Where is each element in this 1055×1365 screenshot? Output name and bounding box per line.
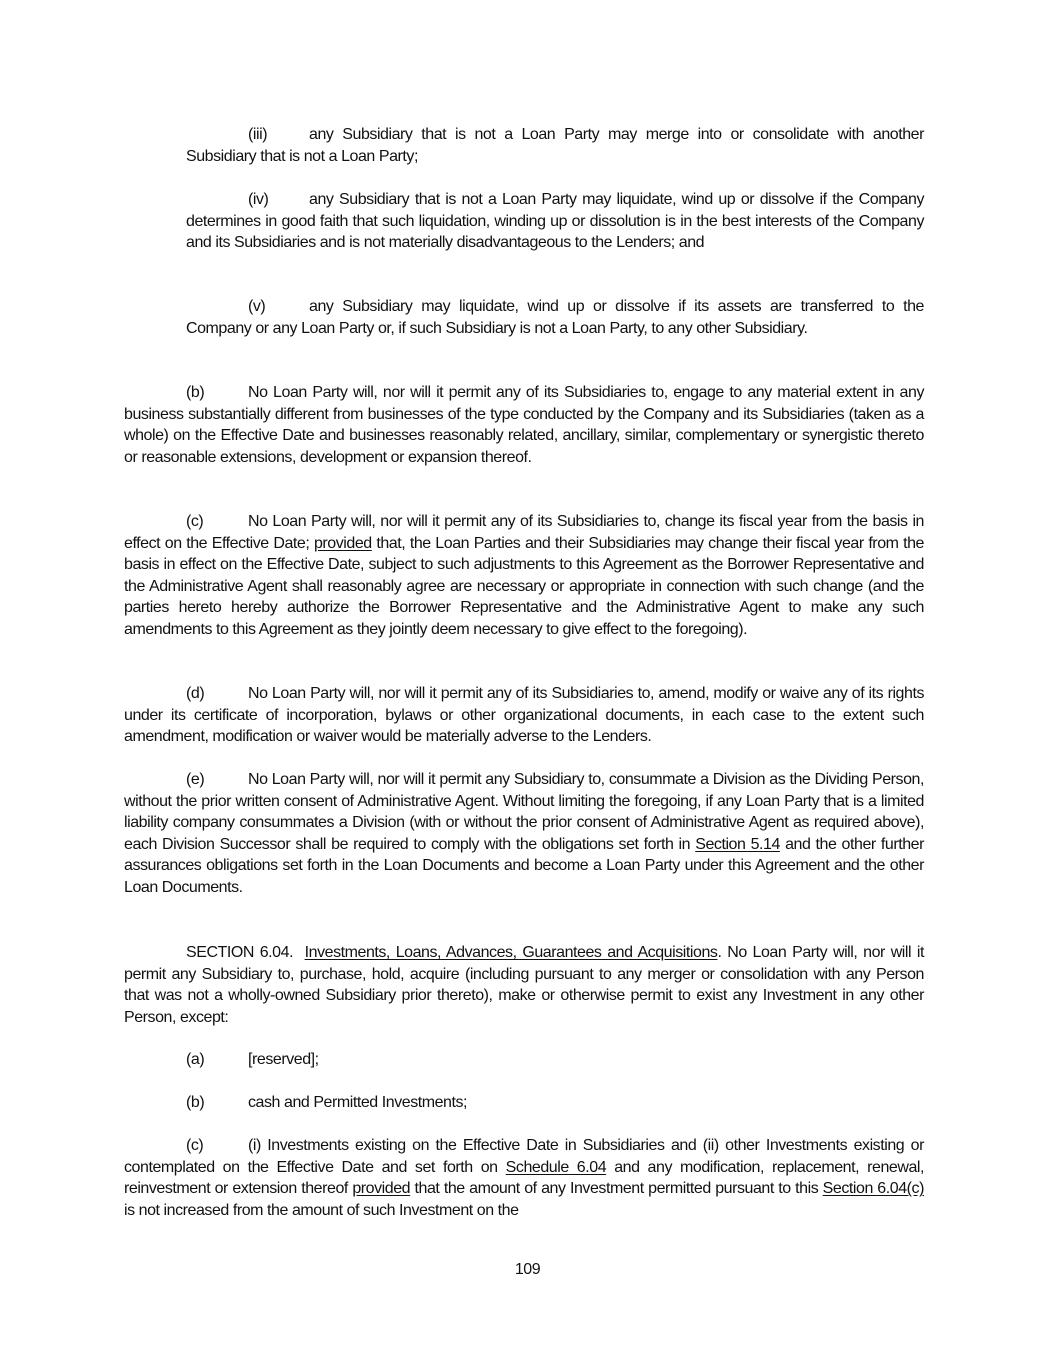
clause-6-04-c [124, 1135, 924, 1221]
clause-text: is not increased from the amount of such Investment on the [124, 1201, 519, 1219]
clause-text: [reserved]; [248, 1051, 319, 1068]
clause-d [124, 683, 924, 748]
section-reference: Section 5.14 [695, 835, 780, 853]
clause-v [186, 296, 924, 339]
clause-text: and the other further assurances obligations set forth in the Loan Documents and become a Loan Party under this Agreement and the other Loan Documents. [124, 835, 924, 896]
clause-label: (d) [186, 685, 205, 702]
clause-e [124, 769, 924, 899]
section-reference: Section 6.04(c) [822, 1180, 924, 1198]
clause-text: that, the Loan Parties and their Subsidiaries may change their fiscal year from the basis in effect on the Effective Date, subject to such adjustments to this Agreement as the Borrower Representative and the Administrative Agent shall reasonably agree are necessary or appropriate in connection with such change (and the parties hereto hereby authorize the Borrower Representative and the Administrative Agent to make any such amendments to this Agreement as they jointly deem necessary to give effect to the foregoing). [124, 534, 925, 638]
page-number: 109 [514, 1261, 541, 1278]
schedule-reference: Schedule 6.04 [505, 1158, 607, 1176]
clause-b [124, 382, 924, 468]
clause-text: No Loan Party will, nor will it permit any of its Subsidiaries to, amend, modify or waive any of its rights under its certificate of incorporation, bylaws or other organizational documents, in each case to the extent such amendment, modification or waiver would be materially adverse to the Lenders. [124, 685, 924, 746]
clause-label: (b) [186, 1094, 205, 1111]
clause-text: cash and Permitted Investments; [248, 1094, 468, 1111]
section-6-04 [124, 942, 924, 1028]
clause-text: No Loan Party will, nor will it permit any of its Subsidiaries to, engage to any material extent in any business substantially different from businesses of the type conducted by the Company and its Subsidiaries (taken as a whole) on the Effective Date and businesses reasonably related, ancillary, similar, complementary or synergistic thereto or reasonable extensions, development or expansion thereof. [124, 384, 924, 466]
section-heading: Investments, Loans, Advances, Guarantees and Acquisitions [304, 944, 718, 961]
clause-text: and any modification, replacement, renewal, reinvestment or extension thereof [124, 1158, 925, 1198]
clause-6-04-b [124, 1092, 924, 1114]
clause-label: (e) [186, 771, 205, 788]
clause-iii [186, 124, 924, 167]
clause-label: (c) [186, 513, 204, 530]
clause-iv [186, 189, 924, 254]
clause-label: (a) [186, 1051, 205, 1068]
clause-label: (iii) [248, 126, 268, 143]
clause-text: any Subsidiary that is not a Loan Party may liquidate, wind up or dissolve if the Company determines in good faith that such liquidation, winding up or dissolution is in the best interests of the Company and its Subsidiaries and is not materially disadvantageous to the Lenders; and [186, 191, 924, 252]
clause-text: that the amount of any Investment permitted pursuant to this [414, 1180, 819, 1198]
clause-text: (i) Investments existing on the Effective Date in Subsidiaries and (ii) other Investments existing or contemplated on the Effective Date and set forth on [124, 1137, 924, 1176]
clause-text: No Loan Party will, nor will it permit any Subsidiary to, consummate a Division as the Dividing Person, without the prior written consent of Administrative Agent. Without limiting the foregoing, if any Loan Party that is a limited liability company consummates a Division (with or without the prior consent of Administrative Agent as required above), each Division Successor shall be required to comply with the obligations set forth in [124, 771, 924, 853]
section-text: . No Loan Party will, nor will it permit any Subsidiary to, purchase, hold, acquire (including pursuant to any merger or consolidation with any Person that was not a wholly-owned Subsidiary prior thereto), make or otherwise permit to exist any Investment in any other Person, except: [124, 944, 924, 1026]
clause-text: any Subsidiary that is not a Loan Party may merge into or consolidate with another Subsidiary that is not a Loan Party; [186, 126, 924, 165]
clause-label: (v) [248, 298, 266, 315]
provided-term: provided [313, 534, 372, 552]
clause-text: No Loan Party will, nor will it permit any of its Subsidiaries to, change its fiscal year from the basis in effect on the Effective Date; [124, 513, 924, 552]
clause-c [124, 511, 924, 641]
clause-6-04-a [124, 1049, 924, 1071]
section-number: SECTION 6.04. [186, 944, 294, 961]
clause-text: any Subsidiary may liquidate, wind up or dissolve if its assets are transferred to the Company or any Loan Party or, if such Subsidiary is not a Loan Party, to any other Subsidiary. [186, 298, 924, 337]
clause-label: (iv) [248, 191, 269, 208]
clause-label: (b) [186, 384, 205, 401]
provided-term: provided [352, 1180, 411, 1198]
clause-label: (c) [186, 1137, 204, 1154]
